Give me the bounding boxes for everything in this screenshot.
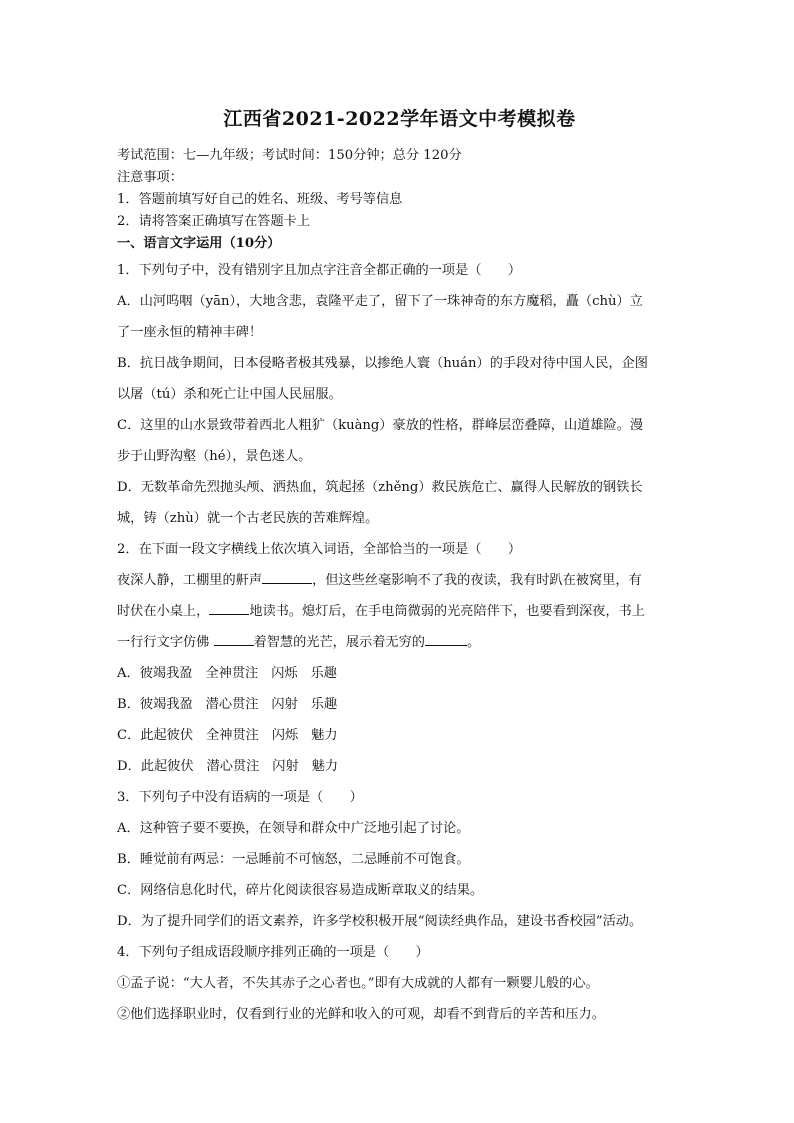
q1-option-a-line1: A．山河呜咽（yān），大地含悲，袁隆平走了，留下了一珠神奇的东方魔稻，矗（chù）立	[117, 294, 643, 309]
q2-option-a	[117, 658, 682, 689]
q2-passage-line1	[117, 565, 682, 596]
q2-option-term: 乐趣	[310, 697, 338, 712]
q2-passage-text: 。	[466, 635, 481, 650]
q4-sentence-1: ①孟子说：“大人者，不失其赤子之心者也。”即有大成就的人都有一颗婴儿般的心。	[117, 976, 599, 991]
q2-option-term: C．此起彼伏	[117, 728, 194, 743]
notice-heading: 注意事项：	[117, 170, 183, 185]
q1-option-d-line2: 城，铸（zhù）就一个古老民族的苦难辉煌。	[117, 511, 379, 526]
q2-option-c	[117, 720, 682, 751]
q2-option-term: 闪射	[271, 697, 298, 712]
q2-passage-text: 一行行文字仿佛	[117, 635, 214, 650]
q2-passage-text: 地读书。熄灯后，在手电筒微弱的光亮陪伴下，也要看到深夜，书上	[249, 604, 645, 619]
q2-option-term: B．彼竭我盈	[117, 697, 193, 712]
q1-option-c-line1: C．这里的山水景致带着西北人粗犷（kuàng）豪放的性格，群峰层峦叠障，山道雄险。漫	[117, 418, 644, 433]
q1-stem: 1．下列句子中，没有错别字且加点字注音全都正确的一项是（ ）	[117, 263, 522, 278]
q2-stem: 2．在下面一段文字横线上依次填入词语，全部恰当的一项是（ ）	[117, 542, 522, 557]
q2-passage-text: ，但这些丝毫影响不了我的夜读，我有时趴在被窝里，有	[312, 573, 642, 588]
q3-option-d: D．为了提升同学们的语文素养，许多学校积极开展“阅读经典作品，建设书香校园”活动。	[117, 914, 643, 929]
exam-info: 考试范围：七—九年级；考试时间：150分钟；总分 120分	[117, 148, 462, 163]
notice-item-2: 2．请将答案正确填写在答题卡上	[117, 214, 311, 229]
q2-option-b	[117, 689, 682, 720]
q2-passage-text: 着智慧的光芒，展示着无穷的	[253, 635, 425, 650]
q1-option-d-line1: D．无数革命先烈抛头颅、洒热血，筑起拯（zhěng）救民族危亡、赢得人民解放的钢铁长	[117, 480, 643, 495]
q1-option-a-line2: 了一座永恒的精神丰碑！	[117, 325, 263, 340]
q2-option-term: 闪烁	[271, 728, 299, 743]
blank-line	[214, 631, 254, 646]
q2-option-term: 魅力	[311, 759, 339, 774]
blank-line	[209, 600, 249, 615]
q1-option-b-line1: B．抗日战争期间，日本侵略者极其残暴，以掺绝人寰（huán）的手段对待中国人民，企图	[117, 356, 648, 371]
q2-option-term: 潜心贯注	[206, 759, 260, 774]
q4-stem: 4．下列句子组成语段顺序排列正确的一项是（ ）	[117, 945, 429, 960]
blank-line	[425, 631, 467, 646]
q2-option-term: A．彼竭我盈	[117, 666, 193, 681]
q2-option-term: 闪射	[272, 759, 299, 774]
q2-passage-text: 夜深人静，工棚里的鼾声	[117, 573, 263, 588]
q2-option-term: 乐趣	[310, 666, 337, 681]
notice-item-1: 1．答题前填写好自己的姓名、班级、考号等信息	[117, 192, 403, 207]
q2-passage-line2	[117, 596, 682, 627]
q3-stem: 3．下列句子中没有语病的一项是（ ）	[117, 790, 363, 805]
section-heading-1: 一、语言文字运用（10分）	[117, 236, 281, 251]
blank-line	[262, 569, 312, 584]
q2-option-term: 魅力	[311, 728, 338, 743]
q1-option-b-line2: 以屠（tú）杀和死亡让中国人民屈服。	[117, 387, 342, 402]
q3-option-c: C．网络信息化时代，碎片化阅读很容易造成断章取义的结果。	[117, 883, 484, 898]
q1-option-c-line2: 步于山野沟壑（hé），景色迷人。	[117, 449, 312, 464]
q2-option-term: D．此起彼伏	[117, 759, 194, 774]
q2-option-term: 潜心贯注	[205, 697, 259, 712]
q2-passage-line3	[117, 627, 682, 658]
q4-sentence-2: ②他们选择职业时，仅看到行业的光鲜和收入的可观，却看不到背后的辛苦和压力。	[117, 1007, 605, 1022]
q3-option-a: A．这种管子要不要换，在领导和群众中广泛地引起了讨论。	[117, 821, 470, 836]
q2-option-term: 全神贯注	[206, 728, 259, 743]
q2-passage-text: 时伏在小桌上，	[117, 604, 210, 619]
q2-option-term: 闪烁	[271, 666, 298, 681]
q2-option-d	[117, 751, 682, 782]
exam-title: 江西省2021-2022学年语文中考模拟卷	[223, 108, 576, 130]
q2-option-term: 全神贯注	[205, 666, 259, 681]
q3-option-b: B．睡觉前有两忌：一忌睡前不可恼怒，二忌睡前不可饱食。	[117, 852, 470, 867]
